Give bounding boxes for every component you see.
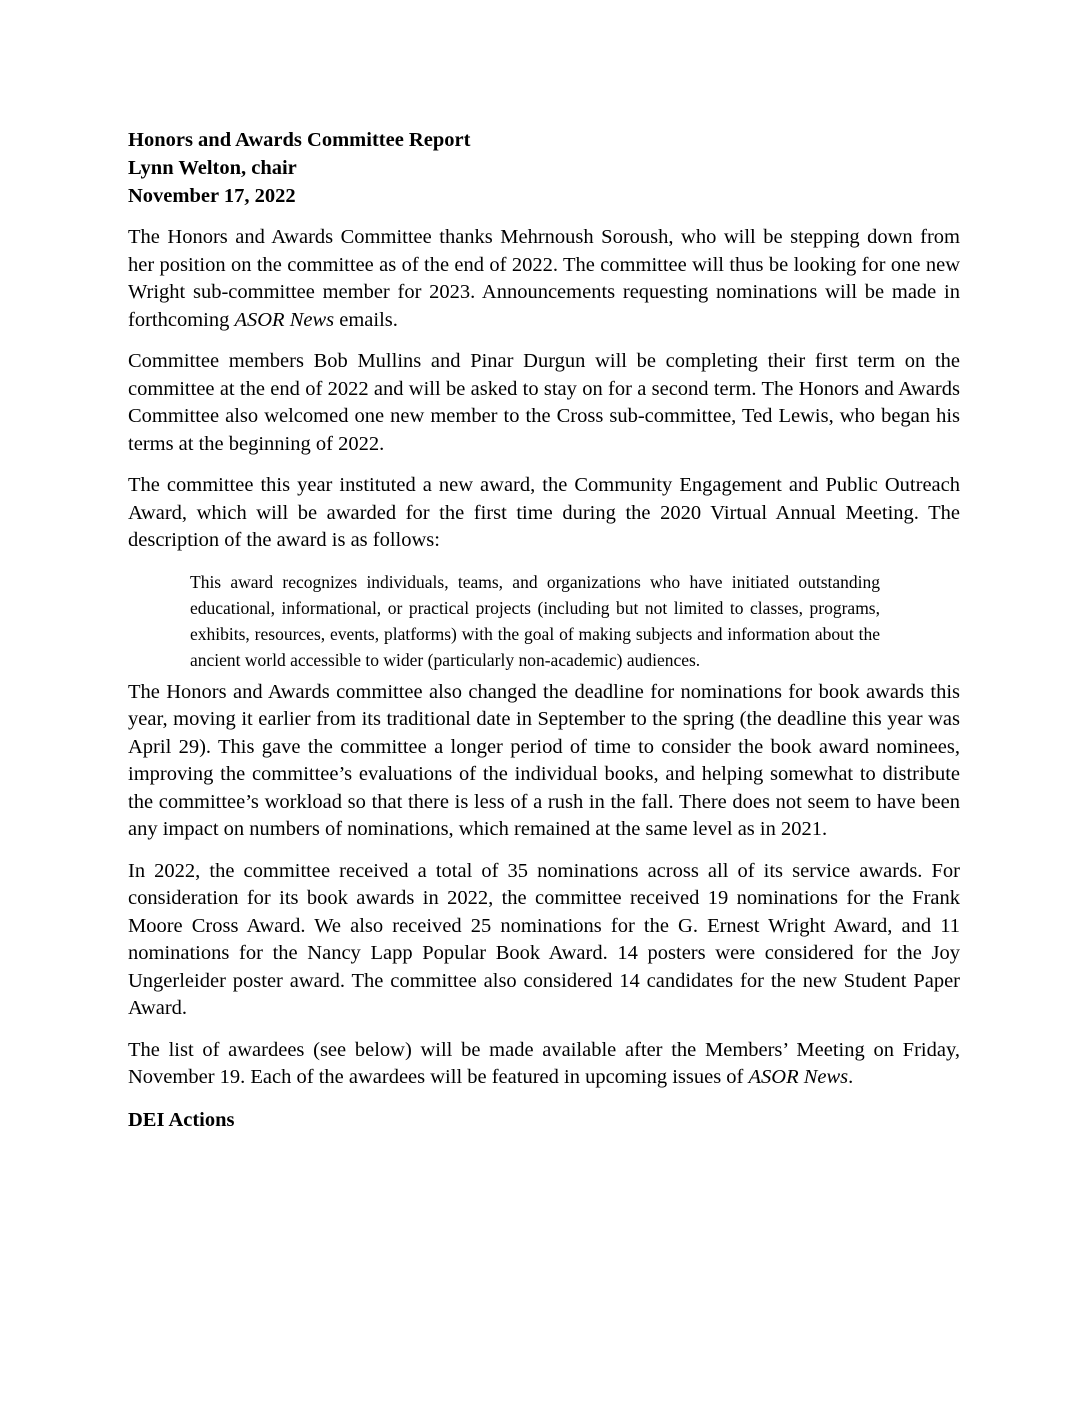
paragraph-deadline-change: The Honors and Awards committee also changed the deadline for nominations for book awards this year, moving it earlier from its traditional date in September to the spring (the deadline this year was April 29). This gave the committee a longer period of time to consider the book award nominees, improving the committee’s evaluations of the individual books, and helping somewhat to distribute the committee’s workload so that there is less of a rush in the fall. There does not seem to have been any impact on numbers of nominations, which remained at the same level as in 2021. [128,680,960,840]
paragraph-committee-members: Committee members Bob Mullins and Pinar Durgun will be completing their first term on the committee at the end of 2022 and will be asked to stay on for a second term. The Honors and Awards Committee also welcomed one new member to the Cross sub-committee, Ted Lewis, who began his terms at the beginning of 2022. [128,350,960,455]
publication-name: ASOR News [234,308,335,331]
paragraph-committee-thanks [128,224,960,334]
document-page [128,126,960,1134]
section-heading-dei: DEI Actions [128,1108,235,1131]
paragraph-awardees [128,1037,960,1092]
paragraph-new-award: The committee this year instituted a new award, the Community Engagement and Public Outreach Award, which will be awarded for the first time during the 2020 Virtual Annual Meeting. The description of the award is as follows: [128,474,960,551]
paragraph-text: emails. [334,308,398,331]
paragraph-text: The list of awardees (see below) will be made available after the Members’ Meeting on Friday, November 19. Each of the awardees will be featured in upcoming issues of [128,1038,960,1088]
paragraph-text: The Honors and Awards Committee thanks Mehrnoush Soroush, who will be stepping down from her position on the committee as of the end of 2022. The committee will thus be looking for one new Wright sub-committee member for 2023. Announcements requesting nominations will be made in forthcoming [128,226,960,331]
publication-name: ASOR News [748,1066,849,1088]
report-date: November 17, 2022 [128,185,296,207]
report-title: Honors and Awards Committee Report [128,129,471,151]
report-chair: Lynn Welton, chair [128,157,297,179]
paragraph-text: . [848,1066,854,1088]
report-header [128,126,960,210]
paragraph-nominations: In 2022, the committee received a total of 35 nominations across all of its service awards. For consideration for its book awards in 2022, the committee received 19 nominations for the Frank Moore Cross Award. We also received 25 nominations for the G. Ernest Wright Award, and 11 nominations for the Nancy Lapp Popular Book Award. 14 posters were considered for the Joy Ungerleider poster award. The committee also considered 14 candidates for the new Student Paper Award. [128,859,960,1019]
award-description-quote: This award recognizes individuals, teams, and organizations who have initiated outstanding educational, informational, or practical projects (including but not limited to classes, programs, exhibits, resources, events, platforms) with the goal of making subjects and information about the ancient world accessible to wider (particularly non-academic) audiences. [190,571,880,670]
